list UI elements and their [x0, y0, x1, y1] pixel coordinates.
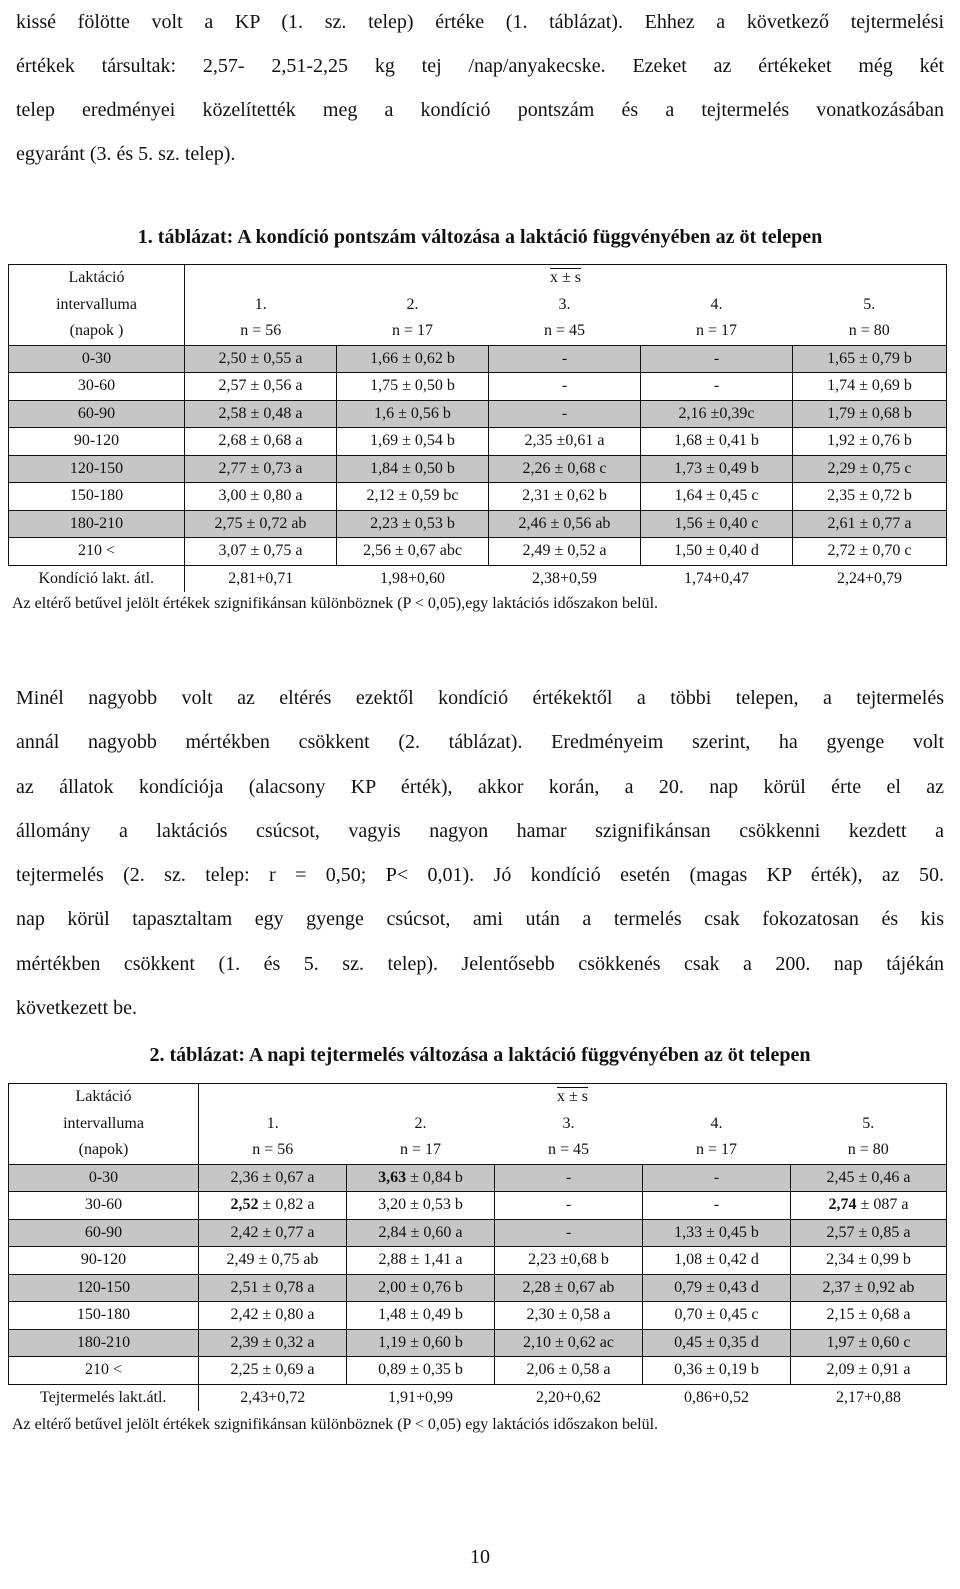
value-cell: - — [641, 373, 793, 401]
paragraph-line: annál nagyobb mértékben csökkent (2. táblázat). Eredményeim szerint, ha gyenge volt — [16, 731, 944, 754]
column-number: 3. — [558, 295, 571, 313]
value-cell: 0,79 ± 0,43 d — [643, 1274, 791, 1302]
value-cell: 2,30 ± 0,58 a — [495, 1302, 643, 1330]
interval-cell: 120-150 — [9, 455, 185, 483]
interval-cell: 30-60 — [9, 373, 185, 401]
table1-header-row — [9, 265, 947, 292]
value-cell: 2,51 ± 0,78 a — [199, 1274, 347, 1302]
value-cell: 2,06 ± 0,58 a — [495, 1357, 643, 1385]
paragraph-line: egyaránt (3. és 5. sz. telep). — [16, 143, 236, 165]
value-cell: 0,70 ± 0,45 c — [643, 1302, 791, 1330]
table1-note: Az eltérő betűvel jelölt értékek szignifikánsan különböznek (P < 0,05),egy laktációs időszakon belül. — [12, 595, 659, 612]
header-stat: x ± s — [556, 1088, 588, 1105]
header-stat-cell — [185, 265, 947, 292]
value-cell: 1,92 ± 0,76 b — [793, 428, 947, 456]
middle-paragraph — [16, 676, 944, 1030]
value-cell: 0,36 ± 0,19 b — [643, 1357, 791, 1385]
table1-header-row — [9, 292, 947, 319]
value-cell: 2,36 ± 0,67 a — [199, 1164, 347, 1192]
value-cell: 2,35 ±0,61 a — [489, 428, 641, 456]
column-count: n = 56 — [199, 1137, 347, 1164]
summary-value: 1,91+0,99 — [387, 1388, 454, 1406]
summary-row — [9, 1384, 947, 1411]
interval-cell: 210 < — [9, 1357, 199, 1385]
value-cell: - — [489, 345, 641, 373]
page-number: 10 — [470, 1546, 490, 1568]
value-cell: 1,50 ± 0,40 d — [641, 538, 793, 566]
column-count: n = 80 — [793, 318, 947, 345]
paragraph-line: értékek társultak: 2,57- 2,51-2,25 kg tej /nap/anyakecske. Ezeket az értékeket még két — [16, 55, 944, 77]
value-cell: 2,45 ± 0,46 a — [791, 1164, 947, 1192]
summary-label: Kondíció lakt. átl. — [38, 569, 155, 587]
value-cell: 2,39 ± 0,32 a — [199, 1329, 347, 1357]
top-paragraph — [16, 0, 944, 176]
value-cell: 2,34 ± 0,99 b — [791, 1247, 947, 1275]
table2-note: Az eltérő betűvel jelölt értékek szignifikánsan különböznek (P < 0,05) egy laktációs időszakon belül. — [12, 1416, 659, 1433]
value-cell: 2,00 ± 0,76 b — [347, 1274, 495, 1302]
table-row — [9, 373, 947, 401]
table-row — [9, 1302, 947, 1330]
interval-cell: 60-90 — [9, 1219, 199, 1247]
value-cell: 2,42 ± 0,77 a — [199, 1219, 347, 1247]
value-cell: - — [495, 1219, 643, 1247]
value-cell: 1,69 ± 0,54 b — [337, 428, 489, 456]
summary-value: 2,43+0,72 — [199, 1384, 347, 1411]
value-cell: 2,10 ± 0,62 ac — [495, 1329, 643, 1357]
table-row — [9, 1357, 947, 1385]
paragraph-line: telep eredményei közelítették meg a kondíció pontszám és a tejtermelés vonatkozásában — [16, 99, 944, 121]
table1-body — [9, 345, 947, 592]
value-cell: 1,73 ± 0,49 b — [641, 455, 793, 483]
column-number: 4. — [710, 295, 723, 313]
summary-value: 2,81+0,71 — [185, 565, 337, 592]
value-cell: 1,08 ± 0,42 d — [643, 1247, 791, 1275]
value-cell: 1,79 ± 0,68 b — [793, 400, 947, 428]
value-cell: 3,63 ± 0,84 b — [347, 1164, 495, 1192]
value-cell: - — [489, 373, 641, 401]
summary-value: 2,38+0,59 — [531, 569, 598, 587]
table2-body — [9, 1164, 947, 1411]
table-row — [9, 1329, 947, 1357]
column-number: 5. — [791, 1111, 947, 1138]
value-cell: 1,84 ± 0,50 b — [337, 455, 489, 483]
interval-cell: 90-120 — [9, 1247, 199, 1275]
value-cell: 2,35 ± 0,72 b — [793, 483, 947, 511]
value-cell: 0,89 ± 0,35 b — [347, 1357, 495, 1385]
summary-label: Tejtermelés lakt.átl. — [40, 1388, 167, 1406]
column-number: 3. — [562, 1114, 575, 1132]
interval-cell: 90-120 — [9, 428, 185, 456]
table-row — [9, 1219, 947, 1247]
value-cell: 2,56 ± 0,67 abc — [337, 538, 489, 566]
value-cell: 2,72 ± 0,70 c — [793, 538, 947, 566]
value-cell: 2,15 ± 0,68 a — [791, 1302, 947, 1330]
value-cell: 2,25 ± 0,69 a — [199, 1357, 347, 1385]
table1-header-row — [9, 318, 947, 345]
value-cell: 2,75 ± 0,72 ab — [185, 510, 337, 538]
column-number: 1. — [185, 292, 337, 319]
value-cell: - — [641, 345, 793, 373]
value-cell: 3,00 ± 0,80 a — [185, 483, 337, 511]
paragraph-line: az állatok kondíciója (alacsony KP érték), akkor korán, a 20. nap körül érte el az — [16, 775, 944, 798]
column-count: n = 45 — [495, 1137, 643, 1164]
value-cell: 1,65 ± 0,79 b — [793, 345, 947, 373]
value-cell: 2,46 ± 0,56 ab — [489, 510, 641, 538]
value-cell: 2,23 ± 0,53 b — [337, 510, 489, 538]
table-row — [9, 510, 947, 538]
value-cell: 2,49 ± 0,75 ab — [199, 1247, 347, 1275]
value-cell: 1,6 ± 0,56 b — [337, 400, 489, 428]
column-count: n = 80 — [791, 1137, 947, 1164]
value-cell: 1,68 ± 0,41 b — [641, 428, 793, 456]
summary-value: 0,86+0,52 — [683, 1388, 750, 1406]
interval-cell: 210 < — [9, 538, 185, 566]
value-cell: 2,88 ± 1,41 a — [347, 1247, 495, 1275]
value-cell: 2,57 ± 0,56 a — [185, 373, 337, 401]
value-cell: 2,52 ± 0,82 a — [199, 1192, 347, 1220]
value-cell: 1,97 ± 0,60 c — [791, 1329, 947, 1357]
value-cell: - — [495, 1192, 643, 1220]
column-number: 2. — [414, 1114, 427, 1132]
value-cell: - — [643, 1164, 791, 1192]
table1-caption: 1. táblázat: A kondíció pontszám változása a laktáció függvényében az öt telepen — [137, 226, 823, 248]
paragraph-line: tejtermelés (2. sz. telep: r = 0,50; P< 0,01). Jó kondíció esetén (magas KP érték), az 50. — [16, 864, 944, 887]
value-cell: 2,42 ± 0,80 a — [199, 1302, 347, 1330]
table-row — [9, 345, 947, 373]
header-stat: x ± s — [549, 269, 581, 286]
header-cell: Laktáció — [9, 1084, 199, 1111]
value-cell: - — [643, 1192, 791, 1220]
value-cell: 1,66 ± 0,62 b — [337, 345, 489, 373]
interval-cell: 120-150 — [9, 1274, 199, 1302]
summary-value: 1,98+0,60 — [379, 569, 446, 587]
value-cell: - — [489, 400, 641, 428]
interval-cell: 30-60 — [9, 1192, 199, 1220]
value-cell: 2,50 ± 0,55 a — [185, 345, 337, 373]
column-count: n = 56 — [185, 318, 337, 345]
value-cell: 3,20 ± 0,53 b — [347, 1192, 495, 1220]
value-cell: 1,19 ± 0,60 b — [347, 1329, 495, 1357]
header-cell: Laktáció — [9, 265, 185, 292]
interval-cell: 180-210 — [9, 1329, 199, 1357]
value-cell: 2,61 ± 0,77 a — [793, 510, 947, 538]
value-cell: 2,58 ± 0,48 a — [185, 400, 337, 428]
table2-header-row — [9, 1137, 947, 1164]
value-cell: 2,23 ±0,68 b — [495, 1247, 643, 1275]
value-cell: 3,07 ± 0,75 a — [185, 538, 337, 566]
value-cell: 2,26 ± 0,68 c — [489, 455, 641, 483]
value-cell: 2,12 ± 0,59 bc — [337, 483, 489, 511]
column-number: 4. — [710, 1114, 723, 1132]
paragraph-line: Minél nagyobb volt az eltérés ezektől kondíció értékektől a többi telepen, a tejtermelés — [16, 687, 944, 709]
column-count: n = 17 — [337, 318, 489, 345]
value-cell: 2,68 ± 0,68 a — [185, 428, 337, 456]
column-number: 5. — [793, 292, 947, 319]
table2-header-row — [9, 1084, 947, 1111]
interval-cell: 180-210 — [9, 510, 185, 538]
value-cell: 2,09 ± 0,91 a — [791, 1357, 947, 1385]
table-row — [9, 1274, 947, 1302]
table-row — [9, 1192, 947, 1220]
column-count: n = 17 — [643, 1137, 791, 1164]
column-number: 1. — [199, 1111, 347, 1138]
column-count: n = 17 — [347, 1137, 495, 1164]
value-cell: 1,74 ± 0,69 b — [793, 373, 947, 401]
value-cell: 1,56 ± 0,40 c — [641, 510, 793, 538]
table-row — [9, 455, 947, 483]
paragraph-line: nap körül tapasztaltam egy gyenge csúcsot, ami után a termelés csak fokozatosan és kis — [16, 908, 944, 931]
value-cell: 1,48 ± 0,49 b — [347, 1302, 495, 1330]
value-cell: 2,74 ± 087 a — [791, 1192, 947, 1220]
value-cell: 2,16 ±0,39c — [641, 400, 793, 428]
summary-value: 2,20+0,62 — [535, 1388, 602, 1406]
paragraph-line: állomány a laktációs csúcsot, vagyis nagyon hamar szignifikánsan csökkenni kezdett a — [16, 819, 944, 842]
value-cell: 1,33 ± 0,45 b — [643, 1219, 791, 1247]
table2-header-row — [9, 1111, 947, 1138]
table-row — [9, 428, 947, 456]
summary-row — [9, 565, 947, 592]
paragraph-line: következett be. — [16, 997, 138, 1020]
header-cell: intervalluma — [9, 292, 185, 319]
interval-cell: 150-180 — [9, 483, 185, 511]
summary-value: 2,24+0,79 — [836, 569, 903, 587]
interval-cell: 0-30 — [9, 1164, 199, 1192]
value-cell: 2,29 ± 0,75 c — [793, 455, 947, 483]
table2-caption: 2. táblázat: A napi tejtermelés változása a laktáció függvényében az öt telepen — [149, 1044, 811, 1066]
header-stat-cell — [199, 1084, 947, 1111]
value-cell: 2,37 ± 0,92 ab — [791, 1274, 947, 1302]
value-cell: 2,57 ± 0,85 a — [791, 1219, 947, 1247]
value-cell: - — [495, 1164, 643, 1192]
value-cell: 2,49 ± 0,52 a — [489, 538, 641, 566]
table-row — [9, 538, 947, 566]
value-cell: 0,45 ± 0,35 d — [643, 1329, 791, 1357]
column-count: n = 45 — [489, 318, 641, 345]
interval-cell: 150-180 — [9, 1302, 199, 1330]
value-cell: 2,77 ± 0,73 a — [185, 455, 337, 483]
value-cell: 2,84 ± 0,60 a — [347, 1219, 495, 1247]
table1 — [8, 264, 947, 592]
interval-cell: 0-30 — [9, 345, 185, 373]
column-count: n = 17 — [641, 318, 793, 345]
table-row — [9, 1247, 947, 1275]
table-row — [9, 483, 947, 511]
header-cell: (napok ) — [9, 318, 185, 345]
header-cell: (napok) — [9, 1137, 199, 1164]
table2 — [8, 1083, 947, 1411]
column-number: 2. — [406, 295, 419, 313]
summary-value: 1,74+0,47 — [683, 569, 750, 587]
header-cell: intervalluma — [9, 1111, 199, 1138]
value-cell: 1,75 ± 0,50 b — [337, 373, 489, 401]
value-cell: 2,31 ± 0,62 b — [489, 483, 641, 511]
interval-cell: 60-90 — [9, 400, 185, 428]
value-cell: 1,64 ± 0,45 c — [641, 483, 793, 511]
paragraph-line: kissé fölötte volt a KP (1. sz. telep) értéke (1. táblázat). Ehhez a következő tejtermelési — [16, 11, 944, 33]
table-row — [9, 400, 947, 428]
summary-value: 2,17+0,88 — [835, 1388, 902, 1406]
value-cell: 2,28 ± 0,67 ab — [495, 1274, 643, 1302]
paragraph-line: mértékben csökkent (1. és 5. sz. telep). Jelentősebb csökkenés csak a 200. nap tájékán — [16, 952, 944, 975]
table-row — [9, 1164, 947, 1192]
